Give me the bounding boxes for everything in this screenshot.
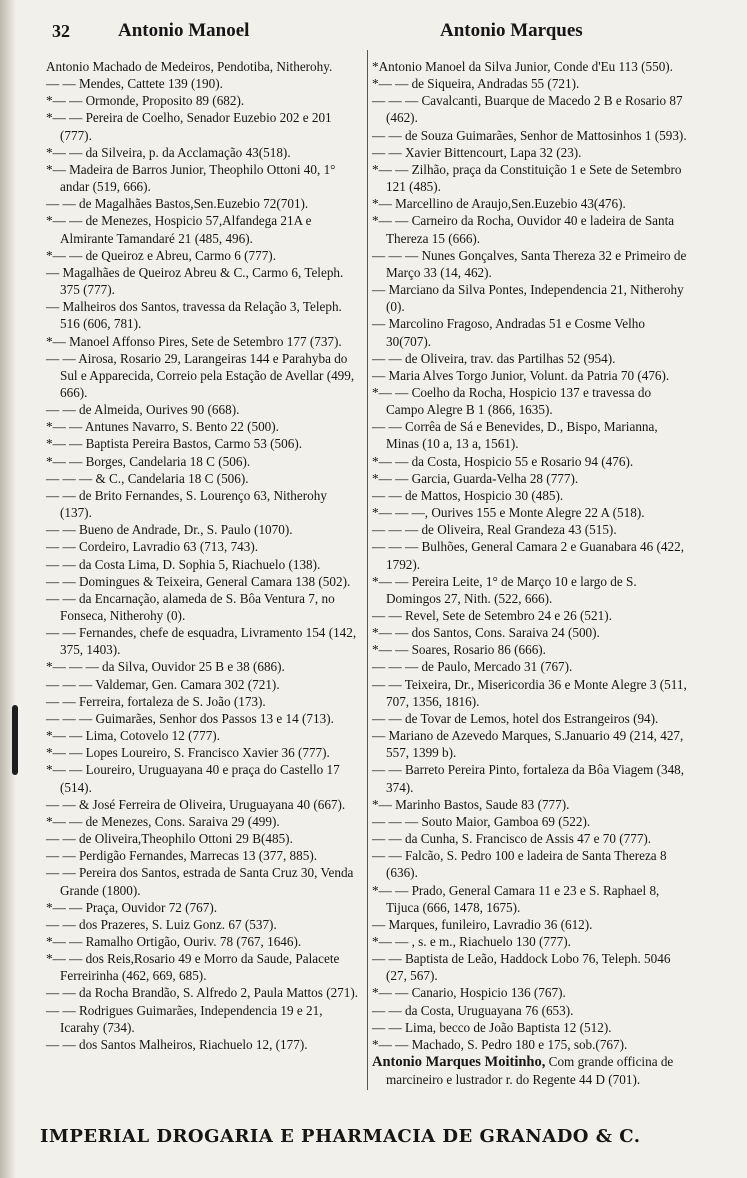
- directory-entry: *— — , s. e m., Riachuelo 130 (777).: [372, 933, 571, 949]
- directory-entry: *— — da Costa, Hospicio 55 e Rosario 94 (476).: [372, 453, 634, 469]
- right-column: [372, 58, 692, 1088]
- directory-entry: — — — Souto Maior, Gamboa 69 (522).: [372, 813, 591, 829]
- directory-entry: — — da Rocha Brandão, S. Alfredo 2, Paula Mattos (271).: [46, 985, 359, 1001]
- directory-entry: — — — Bulhões, General Camara 2 e Guanabara 46 (422, 1792).: [372, 539, 685, 572]
- directory-entry: — — — Valdemar, Gen. Camara 302 (721).: [46, 676, 280, 692]
- directory-entry: — Marcolino Fragoso, Andradas 51 e Cosme Velho 30(707).: [372, 316, 645, 349]
- directory-entry: — — da Costa, Uruguayana 76 (653).: [372, 1002, 574, 1018]
- directory-entry-advert: [372, 1053, 692, 1088]
- directory-entry: — — Ferreira, fortaleza de S. João (173).: [46, 693, 266, 709]
- directory-entry: *— — Borges, Candelaria 18 C (506).: [46, 453, 251, 469]
- directory-entry: — Malheiros dos Santos, travessa da Relação 3, Teleph. 516 (606, 781).: [46, 299, 342, 332]
- directory-entry: *— — Pereira Leite, 1° de Março 10 e largo de S. Domingos 27, Nith. (522, 666).: [372, 573, 637, 606]
- directory-entry: *— — Canario, Hospicio 136 (767).: [372, 985, 566, 1001]
- directory-entry: *— — —, Ourives 155 e Monte Alegre 22 A (518).: [372, 505, 645, 521]
- directory-entry: — — Corrêa de Sá e Benevides, D., Bispo, Marianna, Minas (10 a, 13 a, 1561).: [372, 419, 658, 452]
- directory-entry: *— — Lima, Cotovelo 12 (777).: [46, 728, 220, 744]
- page-number: 32: [52, 21, 70, 41]
- directory-entry: *— — de Siqueira, Andradas 55 (721).: [372, 76, 580, 92]
- directory-entry: — — dos Prazeres, S. Luiz Gonz. 67 (537).: [46, 916, 277, 932]
- column-divider: [367, 50, 368, 1090]
- directory-entry: — — de Magalhães Bastos,Sen.Euzebio 72(701).: [46, 196, 309, 212]
- directory-entry: — — Xavier Bittencourt, Lapa 32 (23).: [372, 144, 582, 160]
- directory-entry: — — da Encarnação, alameda de S. Bôa Ventura 7, no Fonseca, Nitherohy (0).: [46, 590, 335, 623]
- directory-entry: *— Marcellino de Araujo,Sen.Euzebio 43(476).: [372, 196, 626, 212]
- directory-entry: — — — Nunes Gonçalves, Santa Thereza 32 e Primeiro de Março 33 (14, 462).: [372, 247, 687, 280]
- directory-entry: *— — Machado, S. Pedro 180 e 175, sob.(767).: [372, 1036, 628, 1052]
- directory-entry: — — de Brito Fernandes, S. Lourenço 63, Nitherohy (137).: [46, 487, 327, 521]
- directory-entry: *— Madeira de Barros Junior, Theophilo Ottoni 40, 1° andar (519, 666).: [46, 161, 336, 195]
- directory-entry: *— — Zilhão, praça da Constituição 1 e Sete de Setembro 121 (485).: [372, 161, 682, 195]
- directory-entry: — Marques, funileiro, Lavradio 36 (612).: [372, 916, 593, 932]
- directory-entry: — — da Costa Lima, D. Sophia 5, Riachuelo (138).: [46, 556, 321, 572]
- directory-entry: — — Domingues & Teixeira, General Camara 138 (502).: [46, 573, 351, 589]
- directory-entry: *— — Soares, Rosario 86 (666).: [372, 642, 546, 658]
- advert-text: Com grande officina de marcineiro e lustrador r. do Regente 44 D (701).: [386, 1054, 674, 1088]
- directory-entry: — — de Oliveira, trav. das Partilhas 52 (954).: [372, 350, 616, 366]
- directory-entry: — — de Mattos, Hospicio 30 (485).: [372, 487, 564, 503]
- directory-entry: — — Cordeiro, Lavradio 63 (713, 743).: [46, 539, 259, 555]
- directory-entry: — — Revel, Sete de Setembro 24 e 26 (521).: [372, 608, 612, 623]
- directory-entry: — — de Souza Guimarães, Senhor de Mattosinhos 1 (593).: [372, 127, 687, 143]
- directory-entry: — — Baptista de Leão, Haddock Lobo 76, Teleph. 5046 (27, 567).: [372, 951, 671, 984]
- directory-entry: — Mariano de Azevedo Marques, S.Januario 49 (214, 427, 557, 1399 b).: [372, 728, 684, 761]
- directory-entry: Antonio Machado de Medeiros, Pendotiba, Nitherohy.: [46, 59, 333, 74]
- directory-entry: — Maria Alves Torgo Junior, Volunt. da Patria 70 (476).: [372, 367, 670, 383]
- directory-entry: *Antonio Manoel da Silva Junior, Conde d'Eu 113 (550).: [372, 59, 673, 74]
- directory-entry: *— — Carneiro da Rocha, Ouvidor 40 e ladeira de Santa Thereza 15 (666).: [372, 213, 675, 246]
- directory-entry: — — Falcão, S. Pedro 100 e ladeira de Santa Thereza 8 (636).: [372, 848, 667, 881]
- directory-entry: — — de Oliveira,Theophilo Ottoni 29 B(485).: [46, 831, 293, 847]
- binding-mark: [12, 705, 18, 775]
- directory-entry: — — dos Santos Malheiros, Riachuelo 12, (177).: [46, 1036, 308, 1052]
- directory-entry: *— Marinho Bastos, Saude 83 (777).: [372, 796, 570, 812]
- directory-entry: — — — Guimarães, Senhor dos Passos 13 e 14 (713).: [46, 710, 334, 726]
- header-left-title: Antonio Manoel: [118, 20, 250, 41]
- directory-entry: — Magalhães de Queiroz Abreu & C., Carmo 6, Teleph. 375 (777).: [46, 264, 344, 298]
- directory-entry: *— — Praça, Ouvidor 72 (767).: [46, 899, 218, 915]
- directory-entry: — — de Almeida, Ourives 90 (668).: [46, 402, 240, 418]
- page-header: [0, 20, 747, 44]
- directory-entry: — — Fernandes, chefe de esquadra, Livramento 154 (142, 375, 1403).: [46, 625, 357, 658]
- directory-entry: — — Pereira dos Santos, estrada de Santa Cruz 30, Venda Grande (1800).: [46, 865, 354, 898]
- directory-entry: *— — de Menezes, Cons. Saraiva 29 (499).: [46, 813, 280, 829]
- directory-entry: — — — de Paulo, Mercado 31 (767).: [372, 659, 573, 675]
- header-right-title: Antonio Marques: [440, 20, 583, 41]
- directory-entry: *— Manoel Affonso Pires, Sete de Setembro 177 (737).: [46, 333, 342, 349]
- directory-entry: *— — Pereira de Coelho, Senador Euzebio 202 e 201 (777).: [46, 110, 332, 143]
- directory-entry: *— — Garcia, Guarda-Velha 28 (777).: [372, 470, 579, 486]
- directory-entry: *— — dos Reis,Rosario 49 e Morro da Saude, Palacete Ferreirinha (462, 669, 685).: [46, 951, 340, 984]
- directory-entry: *— — da Silveira, p. da Acclamação 43(518).: [46, 144, 291, 160]
- advert-name: Antonio Marques Moitinho,: [372, 1054, 546, 1071]
- directory-entry: — — — & C., Candelaria 18 C (506).: [46, 470, 249, 486]
- directory-entry: *— — dos Santos, Cons. Saraiva 24 (500).: [372, 625, 600, 641]
- directory-entry: — — Bueno de Andrade, Dr., S. Paulo (1070).: [46, 522, 293, 538]
- directory-entry: — — Barreto Pereira Pinto, fortaleza da Bôa Viagem (348, 374).: [372, 762, 685, 795]
- page-edge: [0, 0, 16, 1178]
- directory-entry: *— — de Queiroz e Abreu, Carmo 6 (777).: [46, 247, 276, 263]
- directory-entry: *— — Lopes Loureiro, S. Francisco Xavier 36 (777).: [46, 745, 330, 761]
- directory-entry: *— — Ramalho Ortigão, Ouriv. 78 (767, 1646).: [46, 933, 302, 949]
- directory-entry: *— — Baptista Pereira Bastos, Carmo 53 (506).: [46, 436, 303, 452]
- directory-entry: — — Mendes, Cattete 139 (190).: [46, 76, 223, 92]
- directory-entry: — — Rodrigues Guimarães, Independencia 19 e 21, Icarahy (734).: [46, 1002, 323, 1035]
- left-column: [46, 58, 362, 1053]
- directory-entry: *— — Antunes Navarro, S. Bento 22 (500).: [46, 419, 279, 435]
- directory-entry: — — Teixeira, Dr., Misericordia 36 e Monte Alegre 3 (511, 707, 1356, 1816).: [372, 676, 687, 709]
- directory-entry: *— — Loureiro, Uruguayana 40 e praça do Castello 17 (514).: [46, 762, 340, 795]
- directory-entry: *— — — da Silva, Ouvidor 25 B e 38 (686).: [46, 659, 285, 675]
- directory-entry: *— — Coelho da Rocha, Hospicio 137 e travessa do Campo Alegre B 1 (866, 1635).: [372, 384, 652, 418]
- directory-entry: *— — de Menezes, Hospicio 57,Alfandega 21A e Almirante Tamandaré 21 (485, 496).: [46, 213, 312, 246]
- directory-entry: — Marciano da Silva Pontes, Independencia 21, Nitherohy (0).: [372, 282, 684, 315]
- directory-entry: — — Airosa, Rosario 29, Larangeiras 144 e Parahyba do Sul e Apparecida, Correio pela Estação de Avellar (499, 666).: [46, 350, 355, 400]
- directory-entry: — — da Cunha, S. Francisco de Assis 47 e 70 (777).: [372, 831, 652, 847]
- directory-entry: — — — de Oliveira, Real Grandeza 43 (515).: [372, 522, 617, 538]
- directory-entry: — — Lima, becco de João Baptista 12 (512).: [372, 1019, 612, 1035]
- directory-entry: — — Perdigão Fernandes, Marrecas 13 (377, 885).: [46, 848, 318, 864]
- directory-entry: — — — Cavalcanti, Buarque de Macedo 2 B e Rosario 87 (462).: [372, 93, 683, 126]
- directory-entry: *— — Ormonde, Proposito 89 (682).: [46, 93, 245, 109]
- directory-entry: — — de Tovar de Lemos, hotel dos Estrangeiros (94).: [372, 710, 659, 726]
- footer-advert: IMPERIAL DROGARIA E PHARMACIA DE GRANADO & C.: [40, 1126, 641, 1147]
- directory-entry: — — & José Ferreira de Oliveira, Uruguayana 40 (667).: [46, 796, 346, 812]
- directory-entry: *— — Prado, General Camara 11 e 23 e S. Raphael 8, Tijuca (666, 1478, 1675).: [372, 882, 660, 915]
